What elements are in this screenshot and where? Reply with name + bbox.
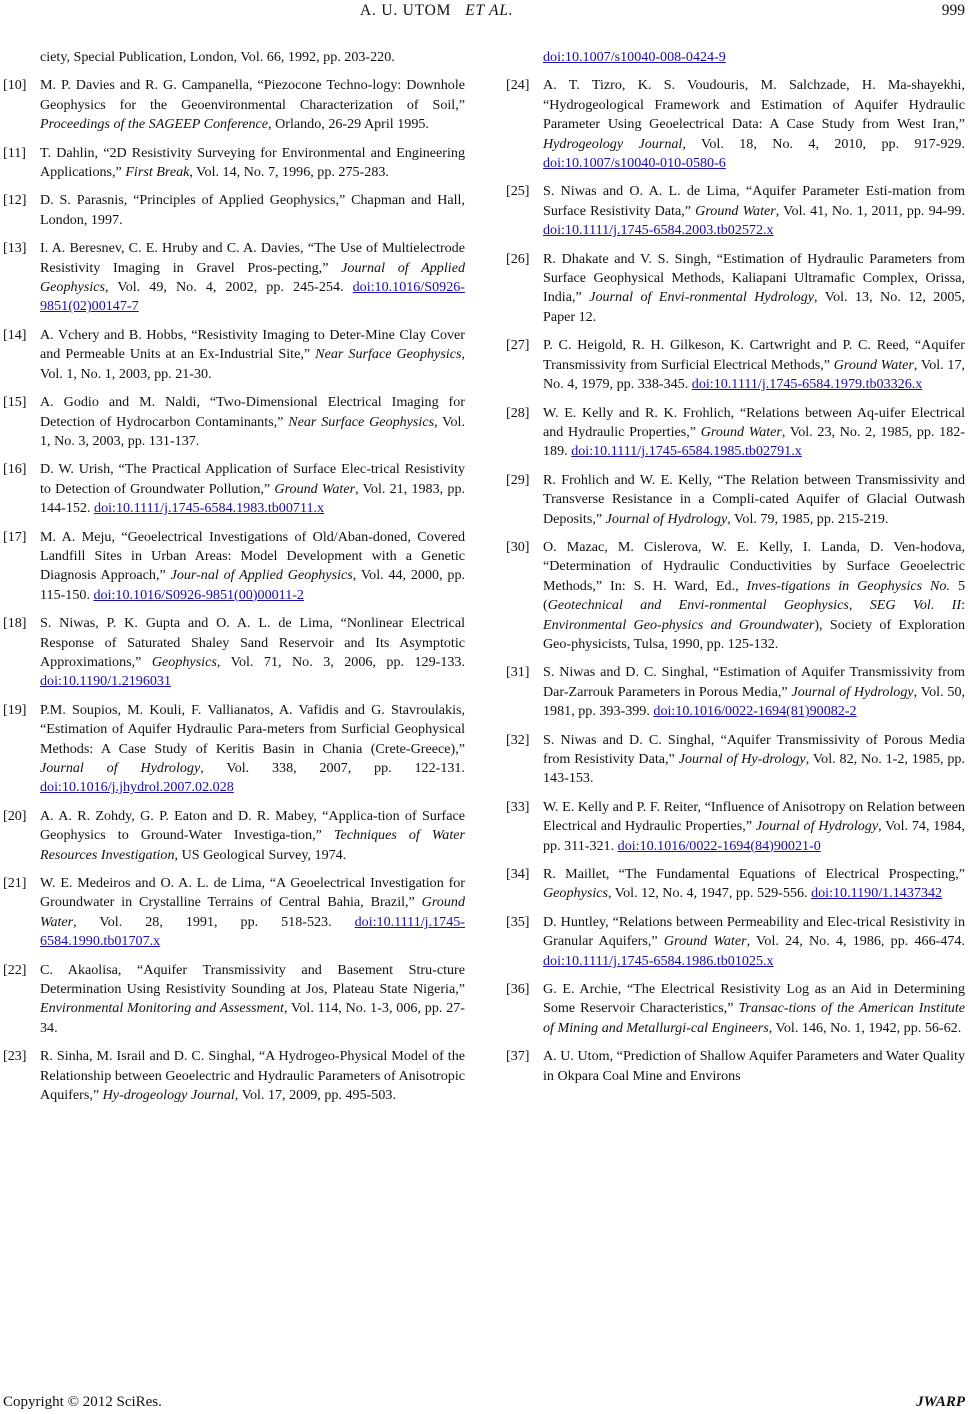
citation-text: D. Huntley, “Relations between Permeability and Elec-trical Resistivity in Granular Aquifers,” <box>543 913 965 950</box>
reference-text <box>40 1047 465 1105</box>
reference-entry <box>3 807 465 865</box>
reference-number: [20] <box>3 807 27 824</box>
citation-text: S. Niwas, P. K. Gupta and O. A. L. de Lima, “Nonlinear Electrical Response of Saturated Shaley Sand Reservoir and Its Asymptotic Approximations,” <box>40 615 465 670</box>
page-footer <box>0 1391 968 1411</box>
citation-text: M. P. Davies and R. G. Campanella, “Piezocone Techno-logy: Downhole Geophysics for the Geoenvironmental Characterization of Soil,” <box>40 77 465 113</box>
reference-text <box>40 144 465 183</box>
reference-entry <box>3 961 465 1039</box>
citation-text: R. Frohlich and W. E. Kelly, “The Relation between Transmissivity and Transverse Resistance in a Compli-cated Aquifer of Glacial Outwash Deposits,” <box>543 471 965 527</box>
citation-text: , <box>848 597 870 614</box>
reference-entry <box>3 239 465 317</box>
reference-number: [23] <box>3 1048 27 1065</box>
doi-link[interactable]: doi:10.1190/1.1437342 <box>811 885 943 902</box>
citation-text: M. A. Meju, “Geoelectrical Investigations of Old/Aban-doned, Covered Landfill Sites in Urban Areas: Model Development with a Genetic Diagnosis Approach,” <box>40 528 465 584</box>
reference-number: [19] <box>3 701 27 718</box>
reference-entry <box>506 663 965 721</box>
reference-number: [31] <box>506 664 530 681</box>
citation-text: , Vol. 114, No. 1-3, 006, pp. 27-34. <box>40 1000 465 1036</box>
reference-entry <box>506 336 965 394</box>
reference-text <box>543 336 965 394</box>
citation-text: , Vol. 14, No. 7, 1996, pp. 275-283. <box>189 164 389 181</box>
reference-text <box>506 48 965 67</box>
reference-number: [15] <box>3 394 27 411</box>
reference-text <box>40 76 465 134</box>
reference-entry <box>3 76 465 134</box>
reference-text <box>543 538 965 654</box>
citation-text: D. W. Urish, “The Practical Application of Surface Elec-trical Resistivity to Detection of Groundwater Pollution,” <box>40 461 465 497</box>
reference-number: [26] <box>506 250 530 267</box>
reference-entry <box>506 731 965 789</box>
reference-entry <box>506 980 965 1038</box>
citation-text: , Vol. 1, No. 1, 2003, pp. 21-30. <box>40 346 465 382</box>
citation-text: , Vol. 13, No. 12, 2005, Paper 12. <box>543 289 965 325</box>
reference-text <box>40 961 465 1039</box>
citation-text: A. Vchery and B. Hobbs, “Resistivity Imaging to Deter-Mine Clay Cover and Permeable Units at an Ex-Industrial Site,” <box>40 326 465 363</box>
source-title: Geophysics <box>543 885 608 902</box>
source-title: First Break <box>125 164 190 181</box>
reference-text <box>543 731 965 789</box>
reference-column-right <box>506 48 965 1095</box>
reference-text <box>543 76 965 173</box>
citation-text: , Vol. 74, 1984, pp. 311-321. <box>543 818 965 854</box>
reference-number: [14] <box>3 326 27 343</box>
citation-text: A. Godio and M. Naldi, “Two-Dimensional Electrical Imaging for Detection of Hydrocarbon Contaminants,” <box>40 394 465 430</box>
reference-number: [34] <box>506 866 530 883</box>
citation-text: I. A. Beresnev, C. E. Hruby and C. A. Davies, “The Use of Multielectrode Resistivity Imaging in Gravel Pros-pecting,” <box>40 240 465 276</box>
reference-entry <box>506 182 965 240</box>
citation-text: D. S. Parasnis, “Principles of Applied Geophysics,” Chapman and Hall, London, 1997. <box>40 192 465 228</box>
reference-text <box>40 528 465 606</box>
doi-link[interactable]: doi:10.1016/j.jhydrol.2007.02.028 <box>40 779 234 796</box>
journal-abbrev: JWARP <box>916 1394 965 1410</box>
source-title: SEG Vol. II <box>869 597 962 614</box>
citation-text: , Vol. 17, No. 4, 1979, pp. 338-345. <box>543 356 966 393</box>
reference-text <box>543 471 965 529</box>
source-title: Inves-tigations in Geophysics No. <box>746 577 951 594</box>
reference-number: [17] <box>3 528 27 545</box>
reference-text <box>40 326 465 384</box>
reference-number: [37] <box>506 1048 530 1065</box>
source-title: Journal of Hy-drology <box>678 751 806 767</box>
reference-text <box>40 239 465 317</box>
reference-entry <box>3 701 465 798</box>
source-title: Geophysics <box>151 653 217 670</box>
source-title: Ground Water <box>833 356 914 373</box>
citation-text: R. Dhakate and V. S. Singh, “Estimation of Hydraulic Parameters from Surface Geophysical Methods, Kaliapani Ultramafic Complex, Orissa, India,” <box>543 250 965 306</box>
source-title: Jour-nal of Applied Geophysics <box>170 567 353 584</box>
reference-text <box>40 191 465 230</box>
citation-text: ), Society of Exploration Geo-physicists, Tulsa, 1990, pp. 125-132. <box>543 616 966 652</box>
source-title: Ground Water <box>695 202 776 219</box>
reference-number: [13] <box>3 240 27 257</box>
reference-text <box>543 404 965 462</box>
reference-entry <box>3 48 465 67</box>
reference-entry <box>3 614 465 692</box>
citation-text: , Orlando, 26-29 April 1995. <box>268 116 429 133</box>
reference-number: [22] <box>3 961 27 978</box>
reference-number: [16] <box>3 461 27 478</box>
doi-link[interactable]: doi:10.1016/S0926-9851(02)00147-7 <box>40 279 465 315</box>
reference-number: [32] <box>506 731 530 748</box>
reference-number: [36] <box>506 981 530 998</box>
doi-link[interactable]: doi:10.1111/j.1745-6584.2003.tb02572.x <box>543 222 774 239</box>
running-head-author: A. U. UTOM <box>360 2 452 19</box>
reference-text <box>3 48 465 67</box>
copyright-notice: Copyright © 2012 SciRes. <box>3 1394 162 1410</box>
citation-text: , Vol. 44, 2000, pp. 115-150. <box>40 567 466 603</box>
reference-entry <box>506 76 965 173</box>
doi-link[interactable]: doi:10.1111/j.1745-6584.1986.tb01025.x <box>543 952 774 969</box>
citation-text: G. E. Archie, “The Electrical Resistivity Log as an Aid in Determining Some Reservoir Characteristics,” <box>543 981 965 1017</box>
reference-text <box>543 913 965 971</box>
source-title: Ground Water <box>274 480 356 497</box>
citation-text: S. Niwas and O. A. L. de Lima, “Aquifer Parameter Esti-mation from Surface Resistivity Data,” <box>543 183 965 219</box>
source-title: Proceedings of the SAGEEP Conference <box>40 116 269 133</box>
source-title: Near Surface Geophysics <box>315 346 462 363</box>
source-title: Geotechnical and Envi-ronmental Geophysics <box>547 597 849 614</box>
citation-text: , Vol. 71, No. 3, 2006, pp. 129-133. <box>216 653 466 670</box>
citation-text: R. Sinha, M. Israil and D. C. Singhal, “A Hydrogeo-Physical Model of the Relationship between Geoelectric and Hydraulic Parameters of Anisotropic Aquifers,” <box>40 1048 465 1104</box>
reference-number: [27] <box>506 337 530 354</box>
citation-text: , Vol. 28, 1991, pp. 518-523. <box>73 913 355 930</box>
doi-link[interactable]: doi:10.1016/0022-1694(81)90082-2 <box>653 703 857 720</box>
source-title: Environmental Geo-physics and Groundwater <box>543 616 815 633</box>
reference-number: [12] <box>3 192 27 209</box>
doi-link[interactable]: doi:10.1111/j.1745-6584.1985.tb02791.x <box>571 443 802 460</box>
citation-text: , Vol. 338, 2007, pp. 122-131. <box>200 760 465 776</box>
citation-text: ciety, Special Publication, London, Vol. 66, 1992, pp. 203-220. <box>40 49 395 65</box>
reference-number: [25] <box>506 183 530 200</box>
reference-text <box>40 807 465 865</box>
reference-text <box>40 701 465 798</box>
reference-text <box>543 663 965 721</box>
reference-entry <box>3 528 465 606</box>
reference-text <box>543 182 965 240</box>
running-head <box>360 2 513 20</box>
reference-number: [10] <box>3 77 27 94</box>
citation-text: , Vol. 41, No. 1, 2011, pp. 94-99. <box>775 202 965 219</box>
citation-text: S. Niwas and D. C. Singhal, “Estimation of Aquifer Transmissivity from Dar-Zarrouk Parameters in Porous Media,” <box>543 664 965 700</box>
citation-text: , Vol. 12, No. 4, 1947, pp. 529-556. <box>607 885 812 902</box>
citation-text: C. Akaolisa, “Aquifer Transmissivity and Basement Stru-cture Determination Using Resistivity Sounding at Jos, Plateau State Nigeria,” <box>40 961 465 998</box>
reference-entry <box>506 798 965 856</box>
reference-number: [35] <box>506 913 530 930</box>
source-title: Ground Water <box>40 894 465 930</box>
citation-text: , Vol. 50, 1981, pp. 393-399. <box>543 683 966 720</box>
reference-text <box>40 614 465 692</box>
citation-text: A. U. Utom, “Prediction of Shallow Aquifer Parameters and Water Quality in Okpara Coal Mine and Environs <box>543 1048 965 1084</box>
citation-text: , Vol. 79, 1985, pp. 215-219. <box>727 510 889 527</box>
citation-text: , Vol. 1, No. 3, 2003, pp. 131-137. <box>40 413 465 449</box>
reference-number: [24] <box>506 77 530 94</box>
reference-entry <box>3 191 465 230</box>
source-title: Transac-tions of the American Institute of Mining and Metallurgi-cal Engineers <box>543 1000 965 1036</box>
reference-text <box>40 393 465 451</box>
reference-entry <box>506 1047 965 1086</box>
source-title: Journal of Applied Geophysics <box>40 259 465 296</box>
citation-text: R. Maillet, “The Fundamental Equations of Electrical Prospecting,” <box>543 866 965 883</box>
reference-entry <box>506 913 965 971</box>
source-title: Journal of Hydrology <box>791 683 914 700</box>
doi-link[interactable]: doi:10.1111/j.1745-6584.1990.tb01707.x <box>40 913 465 950</box>
citation-text: W. E. Medeiros and O. A. L. de Lima, “A Geoelectrical Investigation for Groundwater in Crystalline Terrains of Central Bahia, Brazil,” <box>40 875 465 911</box>
citation-text: S. Niwas and D. C. Singhal, “Aquifer Transmissivity of Porous Media from Resistivity Data,” <box>543 731 965 767</box>
reference-entry <box>3 144 465 183</box>
source-title: Hydrogeology Journal <box>543 135 683 152</box>
source-title: Ground Water <box>663 933 747 950</box>
citation-text: , US Geological Survey, 1974. <box>174 846 347 863</box>
doi-link[interactable]: doi:10.1007/s10040-010-0580-6 <box>543 155 726 172</box>
source-title: Techniques of Water Resources Investigation <box>40 827 465 863</box>
reference-number: [11] <box>3 144 26 161</box>
source-title: Near Surface Geophysics <box>288 413 435 430</box>
source-title: Ground Water <box>700 423 782 440</box>
doi-link[interactable]: doi:10.1016/S0926-9851(00)00011-2 <box>93 586 304 603</box>
doi-link[interactable]: doi:10.1016/0022-1694(84)90021-0 <box>617 837 821 854</box>
reference-text <box>543 250 965 328</box>
citation-text: , Vol. 17, 2009, pp. 495-503. <box>234 1087 396 1104</box>
source-title: Journal of Hydrology <box>605 510 728 527</box>
reference-entry <box>506 865 965 904</box>
citation-text: , Vol. 24, No. 4, 1986, pp. 466-474. <box>746 933 966 950</box>
source-title: Environmental Monitoring and Assessment <box>40 1000 284 1017</box>
doi-link[interactable]: doi:10.1007/s10040-008-0424-9 <box>543 49 726 65</box>
source-title: Journal of Hydrology <box>40 760 201 776</box>
citation-text: T. Dahlin, “2D Resistivity Surveying for Environmental and Engineering Applications,” <box>40 144 465 181</box>
page-header <box>0 0 968 20</box>
citation-text: W. E. Kelly and P. F. Reiter, “Influence of Anisotropy on Relation between Electrical and Hydraulic Properties,” <box>543 798 965 835</box>
reference-entry <box>3 874 465 952</box>
reference-entry <box>3 460 465 518</box>
citation-text: , Vol. 23, No. 2, 1985, pp. 182-189. <box>543 423 965 460</box>
source-title: Journal of Envi-ronmental Hydrology <box>589 289 814 306</box>
reference-number: [28] <box>506 404 530 421</box>
reference-entry <box>506 250 965 328</box>
reference-number: [21] <box>3 875 27 892</box>
reference-entry <box>506 538 965 654</box>
reference-entry <box>3 1047 465 1105</box>
reference-text <box>40 460 465 518</box>
citation-text: , Vol. 21, 1983, pp. 144-152. <box>40 480 466 517</box>
source-title: Journal of Hydrology <box>755 818 879 835</box>
citation-text: A. T. Tizro, K. S. Voudouris, M. Salchzade, H. Ma-shayekhi, “Hydrogeological Framework and Estimation of Aquifer Hydraulic Parameter Using Geoelectrical Data: A Case Study from West Iran,” <box>543 77 965 133</box>
citation-text: : <box>961 597 965 614</box>
reference-text <box>543 865 965 904</box>
doi-link[interactable]: doi:10.1111/j.1745-6584.1979.tb03326.x <box>691 376 923 393</box>
reference-entry <box>3 393 465 451</box>
reference-number: [33] <box>506 798 530 815</box>
reference-text <box>543 1047 965 1086</box>
running-head-etal: ET AL. <box>465 2 514 19</box>
reference-entry <box>3 326 465 384</box>
citation-text: A. A. R. Zohdy, G. P. Eaton and D. R. Mabey, “Applica-tion of Surface Geophysics to Ground-Water Investiga-tion,” <box>40 807 465 844</box>
citation-text: O. Mazac, M. Cislerova, W. E. Kelly, I. Landa, D. Ven-hodova, “Determination of Hydraulic Conductivities by Surface Geoelectric Methods,” In: S. H. Ward, Ed., <box>543 538 965 594</box>
reference-number: [30] <box>506 538 530 555</box>
reference-entry <box>506 48 965 67</box>
source-title: Hy-drogeology Journal <box>102 1087 235 1104</box>
doi-link[interactable]: doi:10.1111/j.1745-6584.1983.tb00711.x <box>94 500 325 517</box>
citation-text: , Vol. 146, No. 1, 1942, pp. 56-62. <box>768 1019 962 1036</box>
citation-text: 5 ( <box>543 577 965 614</box>
citation-text: P.M. Soupios, M. Kouli, F. Vallianatos, A. Vafidis and G. Stavroulakis, “Estimation of Aquifer Hydraulic Para-meters from Surficial Geophysical Methods: A Case Study of Keritis Basin in Chania (Crete-Greece),” <box>40 701 465 757</box>
page-number: 999 <box>941 2 965 19</box>
reference-text <box>543 980 965 1038</box>
citation-text: W. E. Kelly and R. K. Frohlich, “Relations between Aq-uifer Electrical and Hydraulic Properties,” <box>543 404 965 440</box>
reference-text <box>543 798 965 856</box>
reference-column-left <box>3 48 465 1115</box>
citation-text: P. C. Heigold, R. H. Gilkeson, K. Cartwright and P. C. Reed, “Aquifer Transmissivity from Surficial Electrical Methods,” <box>543 337 965 373</box>
citation-text: , Vol. 18, No. 4, 2010, pp. 917-929. <box>682 135 965 152</box>
citation-text: , Vol. 49, No. 4, 2002, pp. 245-254. <box>104 279 353 296</box>
doi-link[interactable]: doi:10.1190/1.2196031 <box>40 673 172 690</box>
reference-number: [29] <box>506 471 530 488</box>
reference-entry <box>506 404 965 462</box>
reference-number: [18] <box>3 615 27 632</box>
reference-entry <box>506 471 965 529</box>
reference-text <box>40 874 465 952</box>
citation-text: , Vol. 82, No. 1-2, 1985, pp. 143-153. <box>543 751 966 787</box>
